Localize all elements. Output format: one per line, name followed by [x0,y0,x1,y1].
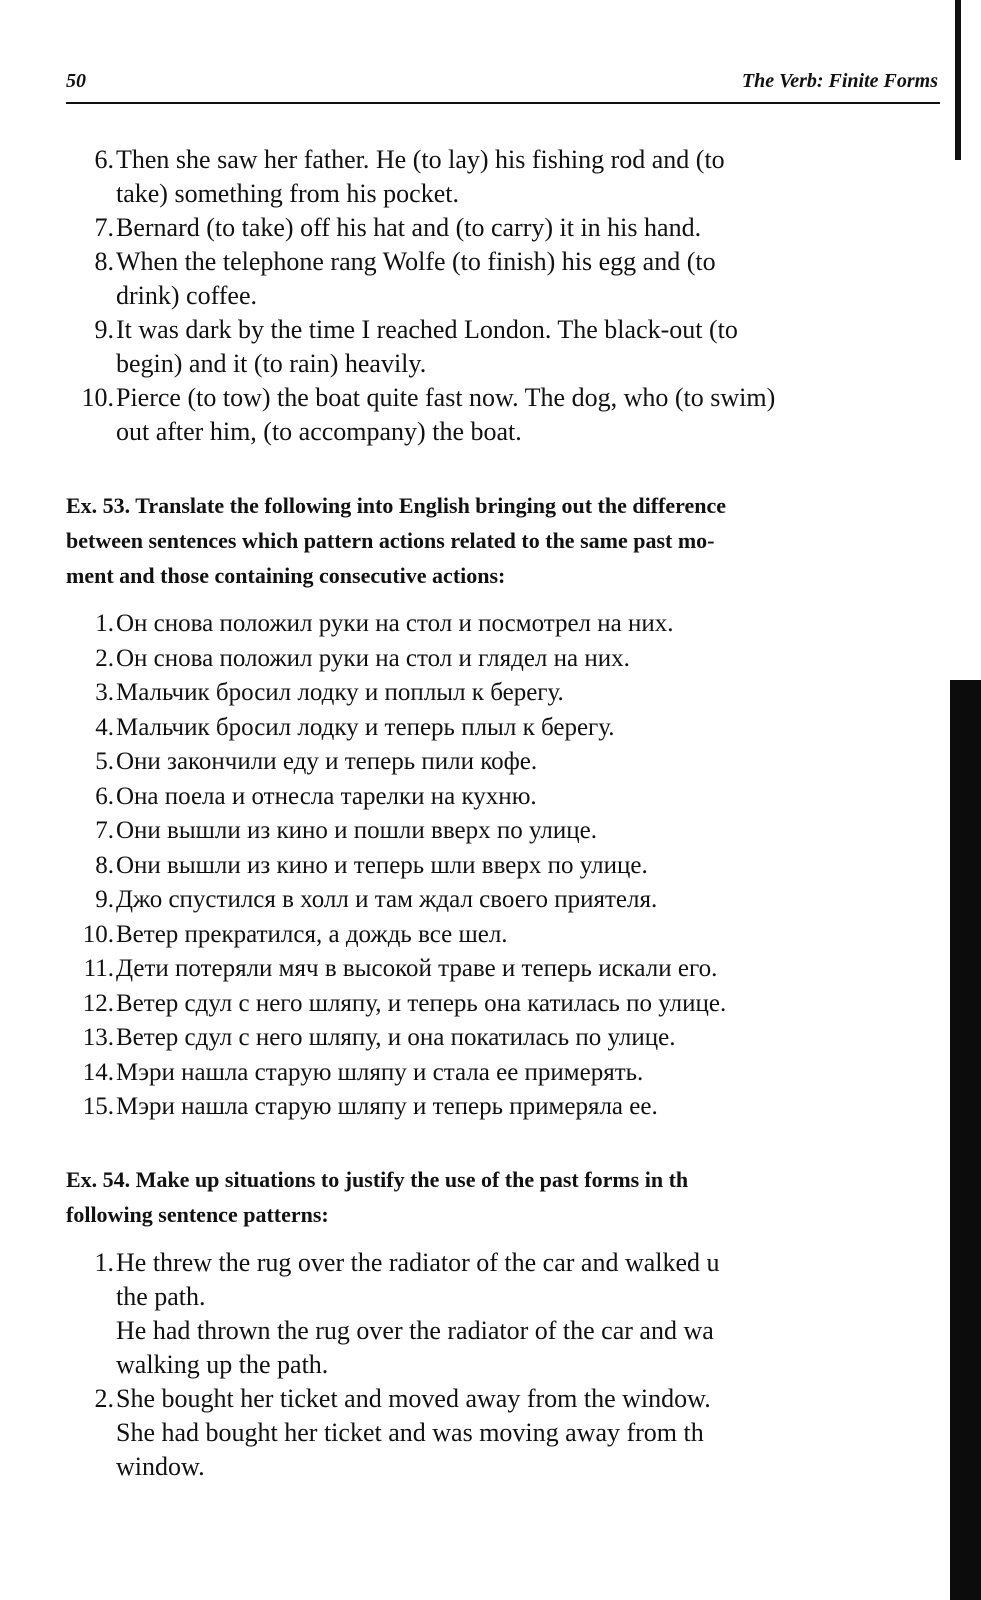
item-text: Он снова положил руки на стол и глядел на них. [116,644,630,672]
item-text: Ветер прекратился, а дождь все шел. [116,920,508,948]
ex54-list [66,1246,938,1484]
list-item [66,814,938,849]
header-rule [66,102,940,104]
list-item [66,952,938,987]
ex53-line: ment and those containing consecutive actions: [66,563,506,588]
item-text: Они вышли из кино и пошли вверх по улице. [116,817,597,844]
item-text-cont: begin) and it (to rain) heavily. [116,349,427,378]
item-number: 9. [95,886,114,913]
item-number: 2. [95,644,114,672]
list-item [66,1246,938,1382]
item-text-cont: out after him, (to accompany) the boat. [116,417,522,446]
list-item [66,780,938,815]
list-item [66,211,938,245]
item-text-cont: window. [116,1452,205,1481]
item-number: 11. [83,955,114,982]
item-text: Дети потеряли мяч в высокой траве и теперь искали его. [116,955,718,982]
ex54-line: following sentence patterns: [66,1202,329,1227]
ex52-list [66,143,938,449]
item-text-cont: the path. [116,1282,206,1311]
item-number: 4. [95,713,114,741]
item-number: 10. [81,383,114,412]
item-number: 6. [95,782,114,810]
item-text: Она поела и отнесла тарелки на кухню. [116,782,537,810]
list-item [66,313,938,381]
scan-edge-top [955,0,961,160]
item-text: Ветер сдул с него шляпу, и теперь она катилась по улице. [116,989,727,1017]
list-item [66,1090,938,1125]
item-number: 7. [94,213,114,242]
item-text-cont: drink) coffee. [116,281,258,310]
item-text: Мальчик бросил лодку и поплыл к берегу. [116,679,564,706]
item-number: 8. [94,247,114,276]
ex53-list [66,607,938,1125]
ex54-line: Ex. 54. Make up situations to justify the use of the past forms in th [66,1167,689,1192]
item-text: Они вышли из кино и теперь шли вверх по улице. [116,851,648,879]
item-text-cont: take) something from his pocket. [116,179,459,208]
list-item [66,849,938,884]
ex54-instructions [66,1162,956,1232]
item-number: 10. [82,920,114,948]
list-item [66,143,938,211]
ex53-instructions [66,488,956,593]
list-item [66,381,938,449]
item-text: Мэри нашла старую шляпу и стала ее примерять. [116,1058,644,1086]
scan-edge-bottom [950,680,981,1600]
page-number: 50 [66,70,86,92]
item-text: Мальчик бросил лодку и теперь плыл к берегу. [116,713,615,741]
page-header [66,70,938,100]
item-text: Джо спустился в холл и там ждал своего приятеля. [116,886,658,913]
item-text: Они закончили еду и теперь пили кофе. [116,748,538,775]
item-number: 14. [82,1058,114,1086]
list-item [66,607,938,642]
item-text-cont: He had thrown the rug over the radiator of the car and wa [116,1316,714,1345]
item-text: He threw the rug over the radiator of the car and walked u [116,1248,720,1277]
item-text: Pierce (to tow) the boat quite fast now. The dog, who (to swim) [116,383,776,412]
item-number: 12. [82,989,114,1017]
list-item [66,918,938,953]
list-item [66,1382,938,1484]
ex53-line: Ex. 53. Translate the following into English bringing out the difference [66,493,727,518]
item-number: 7. [95,817,114,844]
list-item [66,1056,938,1091]
item-text: Мэри нашла старую шляпу и теперь примеряла ее. [116,1093,658,1120]
item-number: 8. [95,851,114,879]
list-item [66,676,938,711]
item-text: Bernard (to take) off his hat and (to carry) it in his hand. [116,213,702,242]
list-item [66,245,938,313]
item-text: It was dark by the time I reached London. The black-out (to [116,315,738,344]
item-number: 3. [95,679,114,706]
list-item [66,1021,938,1056]
list-item [66,987,938,1022]
item-text-cont: She had bought her ticket and was moving away from th [116,1418,704,1447]
list-item [66,642,938,677]
item-text: Он снова положил руки на стол и посмотрел на них. [116,610,674,637]
list-item [66,711,938,746]
ex53-line: between sentences which pattern actions related to the same past mo- [66,528,715,553]
item-number: 2. [94,1384,114,1413]
list-item [66,883,938,918]
item-number: 13. [82,1024,114,1051]
item-text: She bought her ticket and moved away from the window. [116,1384,711,1413]
list-item [66,745,938,780]
item-number: 1. [94,1248,114,1277]
item-number: 6. [94,145,114,174]
item-number: 1. [95,610,114,637]
running-title: The Verb: Finite Forms [741,70,938,92]
item-number: 15. [82,1093,114,1120]
item-number: 5. [95,748,114,775]
item-text: Ветер сдул с него шляпу, и она покатилась по улице. [116,1024,676,1051]
item-text: Then she saw her father. He (to lay) his fishing rod and (to [116,145,725,174]
item-number: 9. [94,315,114,344]
item-text: When the telephone rang Wolfe (to finish) his egg and (to [116,247,716,276]
item-text-cont: walking up the path. [116,1350,329,1379]
